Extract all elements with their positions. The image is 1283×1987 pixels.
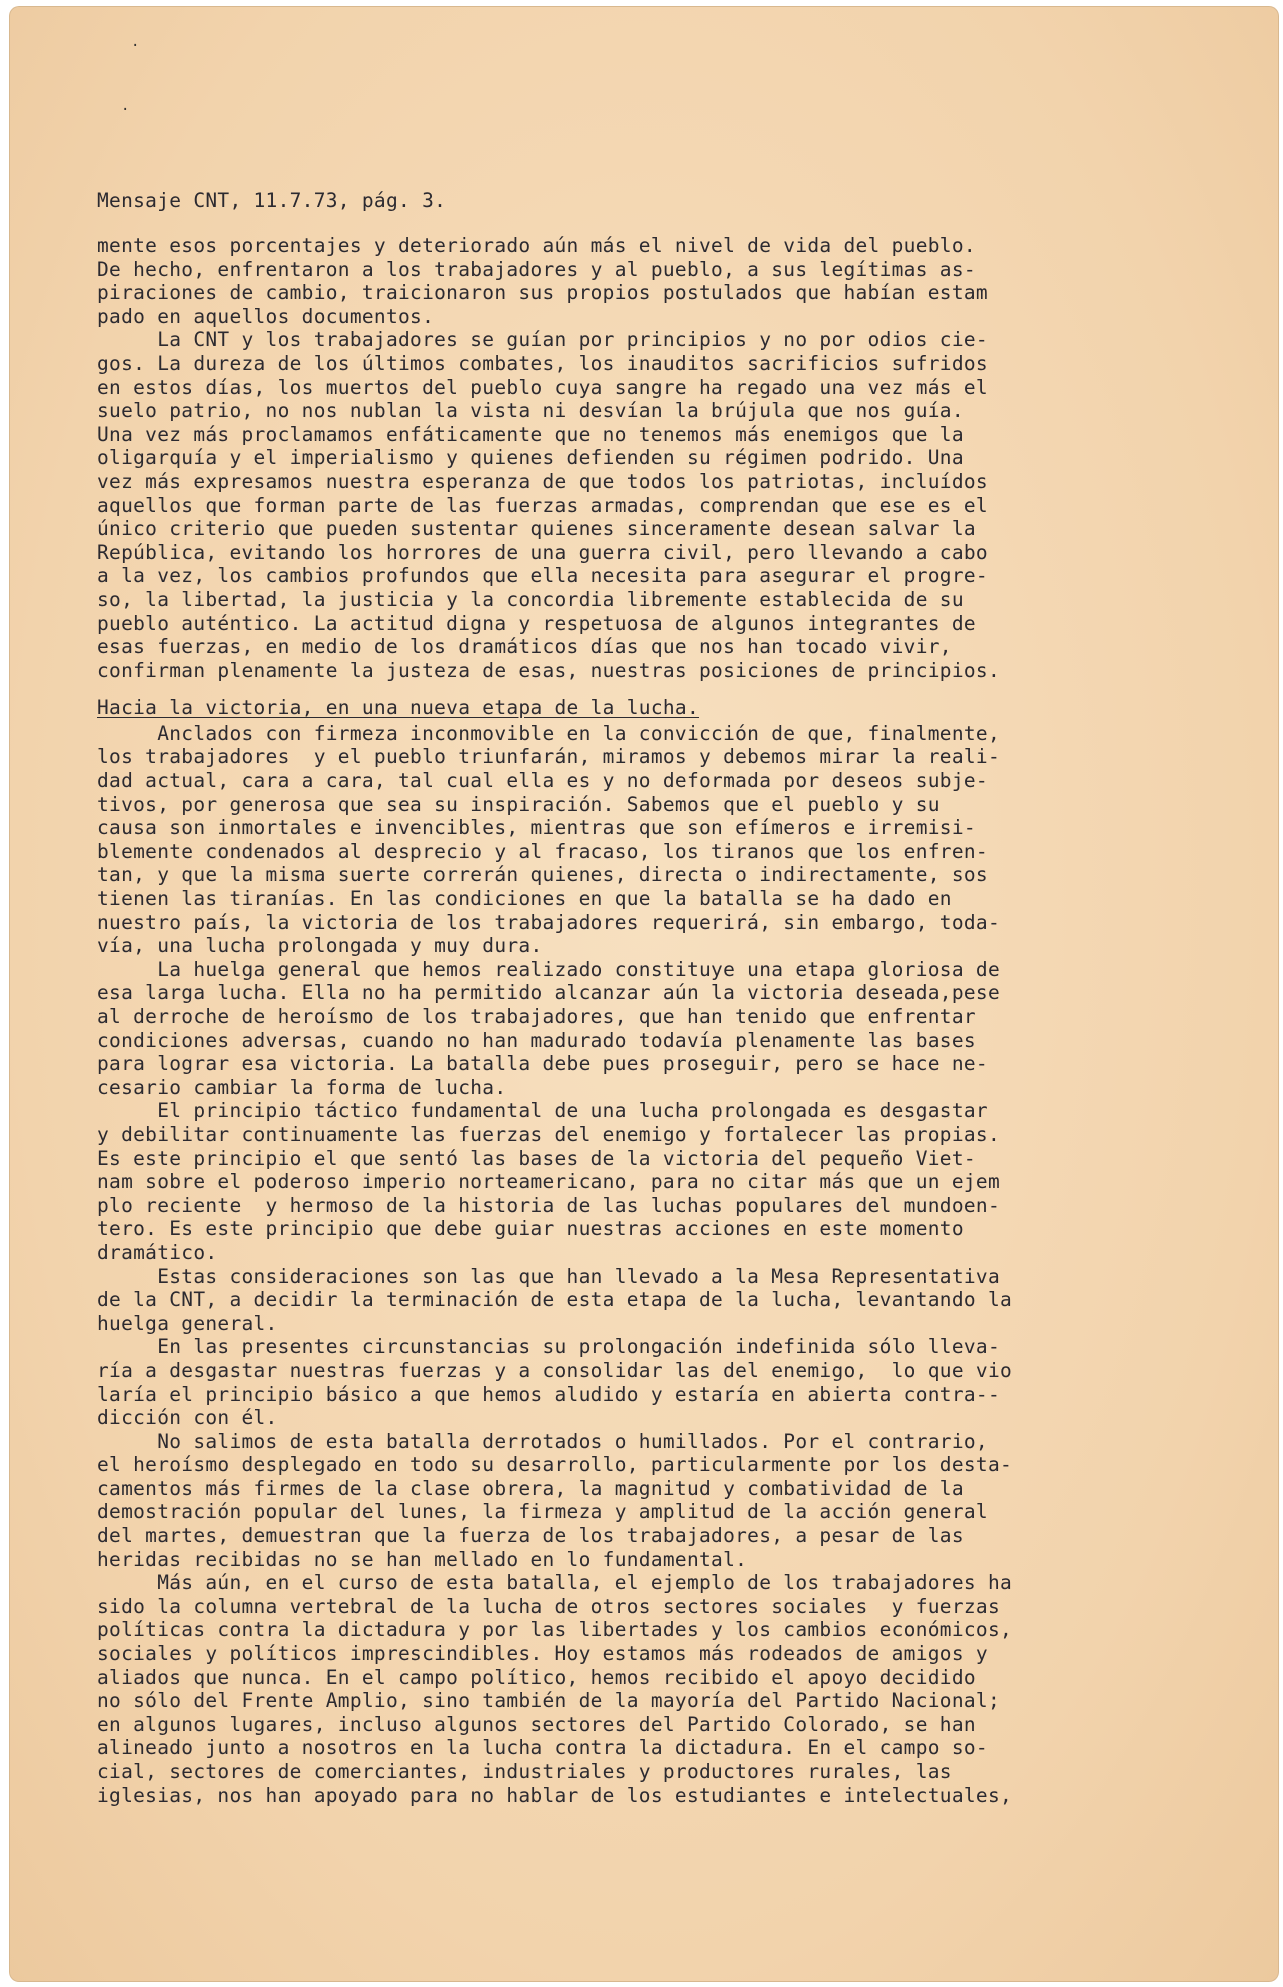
ink-speck: ·: [121, 102, 130, 118]
paper-sheet: [9, 6, 1279, 1982]
text-line: República, evitando los horrores de una guerra civil, pero llevando a cabo: [97, 540, 988, 564]
heading-text: Hacia la victoria, en una nueva etapa de la lucha.: [97, 696, 699, 720]
ink-speck: ·: [131, 38, 140, 54]
page-header: Mensaje CNT, 11.7.73, pág. 3.: [97, 189, 447, 212]
text-line: Más aún, en el curso de esta batalla, el ejemplo de los trabajadores ha: [97, 1571, 1013, 1595]
text-line: al derroche de heroísmo de los trabajadores, que han tenido que enfrentar: [97, 1005, 976, 1028]
paragraph: [97, 1430, 1207, 1572]
text-line: no sólo del Frente Amplio, sino también de la mayoría del Partido Nacional;: [97, 1689, 1000, 1713]
text-line: Una vez más proclamamos enfáticamente que no tenemos más enemigos que la: [97, 422, 964, 446]
text-line: a la vez, los cambios profundos que ella necesita para asegurar el progre-: [97, 564, 988, 588]
text-line: camentos más firmes de la clase obrera, la magnitud y combatividad de la: [97, 1476, 964, 1500]
text-line: confirman plenamente la justeza de esas, nuestras posiciones de principios.: [97, 658, 1000, 682]
text-line: esas fuerzas, en medio de los dramáticos días que nos han tocado vivir,: [97, 635, 952, 659]
paragraph: [97, 1335, 1207, 1429]
text-line: No salimos de esta batalla derrotados o humillados. Por el contrario,: [97, 1429, 988, 1453]
text-line: aliados que nunca. En el campo político, hemos recibido el apoyo decidido: [97, 1665, 976, 1689]
section-heading: [97, 696, 1207, 720]
text-line: En las presentes circunstancias su prolongación indefinida sólo lleva-: [97, 1335, 1000, 1359]
text-line: cial, sectores de comerciantes, industriales y productores rurales, las: [97, 1760, 952, 1783]
text-line: dad actual, cara a cara, tal cual ella es y no deformada por deseos subje-: [97, 769, 988, 793]
text-line: de la CNT, a decidir la terminación de esta etapa de la lucha, levantando la: [97, 1288, 1013, 1312]
text-line: mente esos porcentajes y deteriorado aún más el nivel de vida del pueblo.: [97, 234, 976, 257]
text-line: La huelga general que hemos realizado constituye una etapa gloriosa de: [97, 957, 1000, 981]
text-line: iglesias, nos han apoyado para no hablar de los estudiantes e intelectuales,: [97, 1783, 1013, 1807]
text-line: alineado junto a nosotros en la lucha contra la dictadura. En el campo so-: [97, 1736, 988, 1760]
text-line: aquellos que forman parte de las fuerzas armadas, comprendan que ese es el: [97, 493, 988, 517]
paragraph: [97, 328, 1207, 682]
text-line: vez más expresamos nuestra esperanza de que todos los patriotas, incluídos: [97, 469, 988, 493]
text-line: sido la columna vertebral de la lucha de otros sectores sociales y fuerzas: [97, 1594, 1000, 1618]
text-line: so, la libertad, la justicia y la concordia libremente establecida de su: [97, 587, 964, 611]
text-line: esa larga lucha. Ella no ha permitido alcanzar aún la victoria deseada,pese: [97, 981, 1000, 1005]
text-line: El principio táctico fundamental de una lucha prolongada es desgastar: [97, 1099, 988, 1123]
text-line: único criterio que pueden sustentar quienes sinceramente desean salvar la: [97, 517, 976, 541]
text-line: tan, y que la misma suerte correrán quienes, directa o indirectamente, sos: [97, 863, 988, 887]
text-line: el heroísmo desplegado en todo su desarrollo, particularmente por los desta-: [97, 1453, 1013, 1477]
document-body: [97, 234, 1207, 1807]
text-line: nam sobre el poderoso imperio norteamericano, para no citar más que un ejem: [97, 1170, 1000, 1194]
text-line: heridas recibidas no se han mellado en lo fundamental.: [97, 1547, 748, 1571]
text-line: pueblo auténtico. La actitud digna y respetuosa de algunos integrantes de: [97, 611, 976, 635]
paragraph: [97, 958, 1207, 1100]
text-line: pado en aquellos documentos.: [97, 304, 435, 328]
paragraph: [97, 1571, 1207, 1807]
text-line: huelga general.: [97, 1311, 278, 1335]
text-line: dicción con él.: [97, 1406, 278, 1430]
text-line: en estos días, los muertos del pueblo cuya sangre ha regado una vez más el: [97, 375, 988, 399]
paragraph: [97, 1099, 1207, 1264]
text-line: cesario cambiar la forma de lucha.: [97, 1075, 507, 1099]
text-line: tienen las tiranías. En las condiciones en que la batalla se ha dado en: [97, 887, 952, 911]
text-line: Estas consideraciones son las que han llevado a la Mesa Representativa: [97, 1264, 1000, 1288]
text-line: para lograr esa victoria. La batalla debe pues proseguir, pero se hace ne-: [97, 1052, 988, 1076]
text-line: ría a desgastar nuestras fuerzas y a consolidar las del enemigo, lo que vio: [97, 1358, 1013, 1382]
text-line: suelo patrio, no nos nublan la vista ni desvían la brújula que nos guía.: [97, 399, 964, 423]
text-line: causa son inmortales e invencibles, mientras que son efímeros e irremisi-: [97, 816, 976, 840]
text-line: La CNT y los trabajadores se guían por principios y no por odios cie-: [97, 328, 988, 352]
text-line: oligarquía y el imperialismo y quienes defienden su régimen podrido. Una: [97, 446, 964, 470]
text-line: del martes, demuestran que la fuerza de los trabajadores, a pesar de las: [97, 1524, 964, 1548]
text-line: Anclados con firmeza inconmovible en la convicción de que, finalmente,: [97, 721, 1000, 745]
text-line: nuestro país, la victoria de los trabajadores requerirá, sin embargo, toda-: [97, 910, 1000, 934]
text-line: Es este principio el que sentó las bases de la victoria del pequeño Viet-: [97, 1146, 976, 1170]
text-line: piraciones de cambio, traicionaron sus propios postulados que habían estam: [97, 281, 988, 305]
text-line: dramático.: [97, 1240, 218, 1264]
paragraph: [97, 1265, 1207, 1336]
text-line: los trabajadores y el pueblo triunfarán, miramos y debemos mirar la reali-: [97, 745, 1000, 769]
text-line: laría el principio básico a que hemos aludido y estaría en abierta contra--: [97, 1382, 1000, 1406]
text-line: y debilitar continuamente las fuerzas del enemigo y fortalecer las propias.: [97, 1122, 1000, 1146]
paragraph: [97, 234, 1207, 328]
text-line: tero. Es este principio que debe guiar nuestras acciones en este momento: [97, 1217, 964, 1241]
text-line: sociales y políticos imprescindibles. Hoy estamos más rodeados de amigos y: [97, 1642, 988, 1666]
text-line: políticas contra la dictadura y por las libertades y los cambios económicos,: [97, 1618, 1013, 1642]
text-line: plo reciente y hermoso de la historia de las luchas populares del mundoen-: [97, 1193, 1000, 1217]
text-line: tivos, por generosa que sea su inspiración. Sabemos que el pueblo y su: [97, 792, 940, 816]
text-line: gos. La dureza de los últimos combates, los inauditos sacrificios sufridos: [97, 351, 988, 375]
paragraph: [97, 722, 1207, 958]
text-line: De hecho, enfrentaron a los trabajadores y al pueblo, a sus legítimas as-: [97, 257, 976, 281]
text-line: condiciones adversas, cuando no han madurado todavía plenamente las bases: [97, 1028, 976, 1052]
text-line: vía, una lucha prolongada y muy dura.: [97, 934, 543, 958]
text-line: blemente condenados al desprecio y al fracaso, los tiranos que los enfren-: [97, 839, 988, 863]
text-line: en algunos lugares, incluso algunos sectores del Partido Colorado, se han: [97, 1712, 976, 1736]
text-line: demostración popular del lunes, la firmeza y amplitud de la acción general: [97, 1500, 988, 1524]
